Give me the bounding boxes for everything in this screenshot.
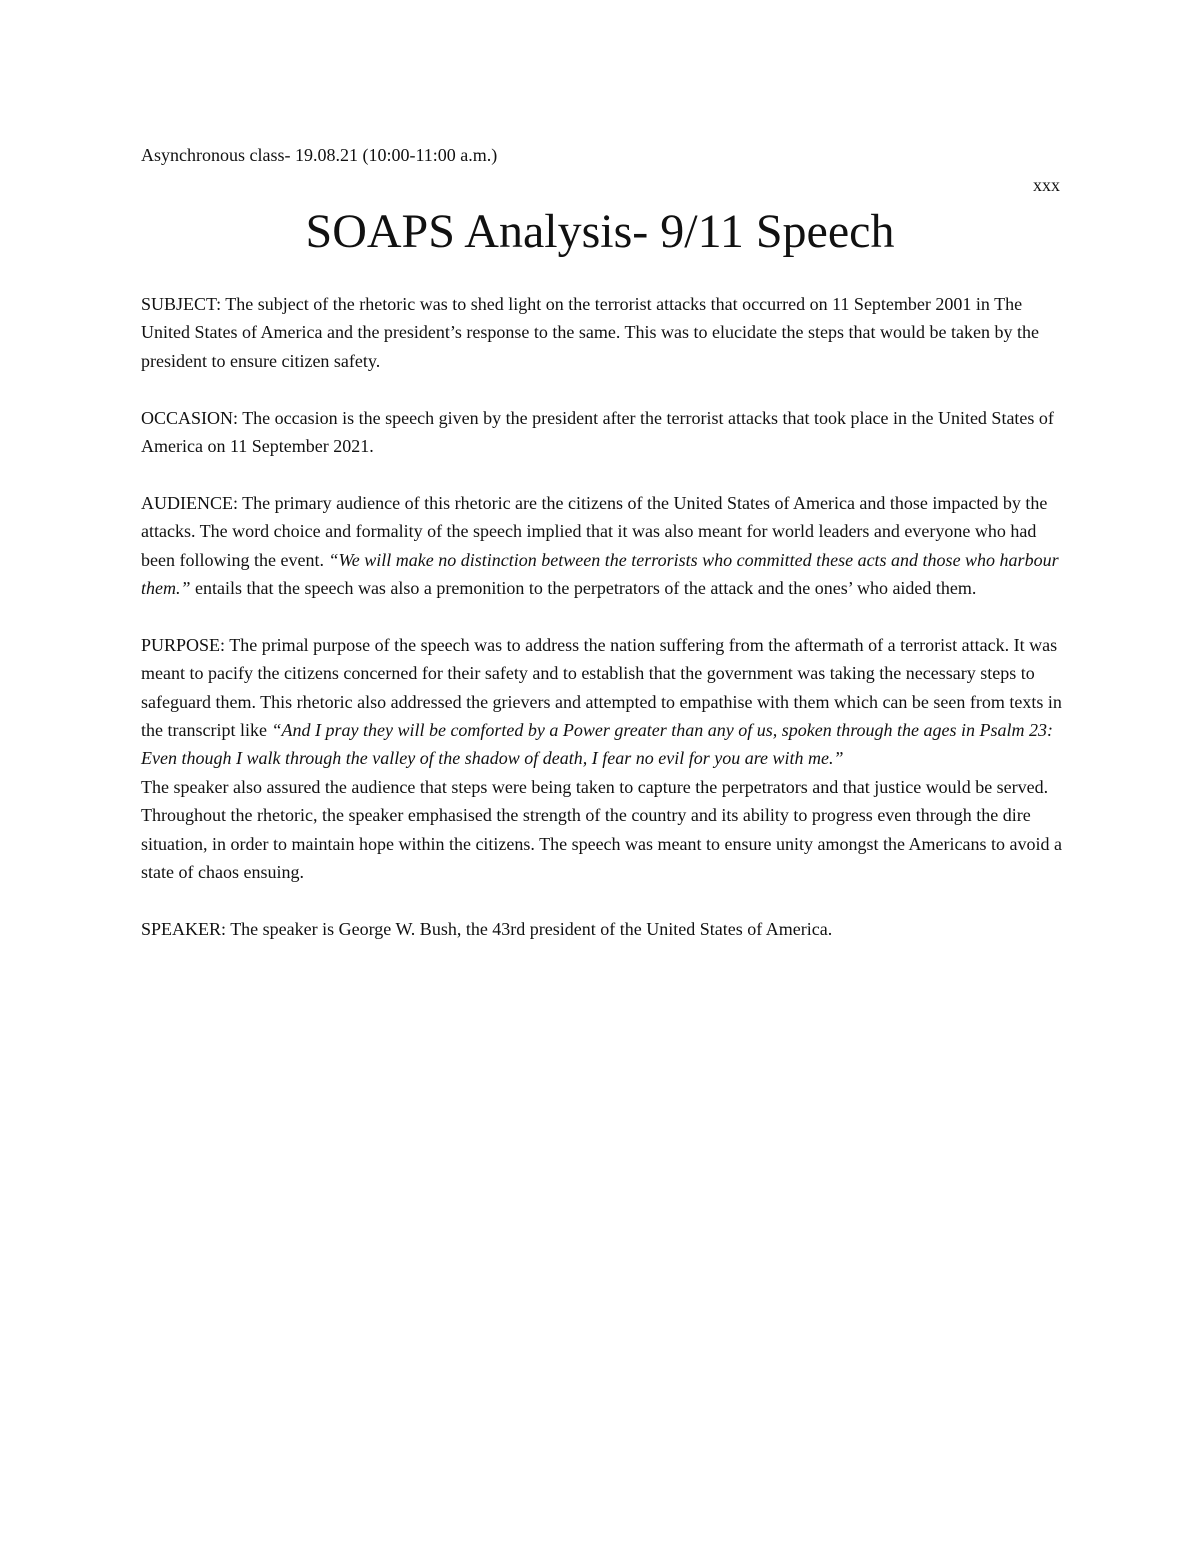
class-info-line: Asynchronous class- 19.08.21 (10:00-11:00 a.m.): [141, 145, 498, 165]
speaker-paragraph: [141, 915, 1063, 943]
subject-paragraph: [141, 290, 1063, 375]
audience-quote: “We will make no distinction between the terrorists who committed these acts and those who harbour them.”: [141, 549, 1059, 599]
purpose-quote: “And I pray they will be comforted by a Power greater than any of us, spoken through the ages in Psalm 23: Even though I walk through the valley of the shadow of death, I fear no evil for you are with me.”: [141, 720, 1054, 769]
speaker-text: SPEAKER: The speaker is George W. Bush, the 43rd president of the United States of America.: [141, 918, 833, 939]
purpose-paragraph-3: [141, 801, 1063, 886]
audience-text: AUDIENCE: The primary audience of this rhetoric are the citizens of the United States of America and those impacted by the attacks. The word choice and formality of the speech implied that it was also meant for world leaders and everyone who had been following the event.: [141, 492, 1048, 570]
purpose-text-2: The speaker also assured the audience that steps were being taken to capture the perpetrators and that justice would be served.: [141, 776, 1049, 797]
purpose-paragraph: [141, 631, 1063, 773]
audience-paragraph: [141, 489, 1063, 603]
purpose-text-3: Throughout the rhetoric, the speaker emphasised the strength of the country and its ability to progress even through the dire situation, in order to maintain hope within the citizens. The speech was meant to ensure unity amongst the Americans to avoid a state of chaos ensuing.: [141, 805, 1062, 883]
purpose-text: PURPOSE: The primal purpose of the speech was to address the nation suffering from the aftermath of a terrorist attack. It was meant to pacify the citizens concerned for their safety and to establish that the government was taking the necessary steps to safeguard them. This rhetoric also addressed the grievers and attempted to empathise with them which can be seen from texts in the transcript like: [141, 634, 1062, 741]
author-name: xxx: [1033, 175, 1060, 195]
subject-text: SUBJECT: The subject of the rhetoric was to shed light on the terrorist attacks that occurred on 11 September 2001 in The United States of America and the president’s response to the same. This was to elucidate the steps that would be taken by the president to ensure citizen safety.: [141, 294, 1039, 371]
document-body: [141, 290, 1063, 972]
occasion-paragraph: [141, 404, 1063, 461]
purpose-paragraph-2: [141, 773, 1063, 801]
audience-text-continued: entails that the speech was also a premonition to the perpetrators of the attack and the ones’ who aided them.: [190, 578, 977, 599]
document-title: SOAPS Analysis- 9/11 Speech: [305, 205, 895, 258]
occasion-text: OCCASION: The occasion is the speech given by the president after the terrorist attacks that took place in the United States of America on 11 September 2021.: [141, 407, 1054, 457]
